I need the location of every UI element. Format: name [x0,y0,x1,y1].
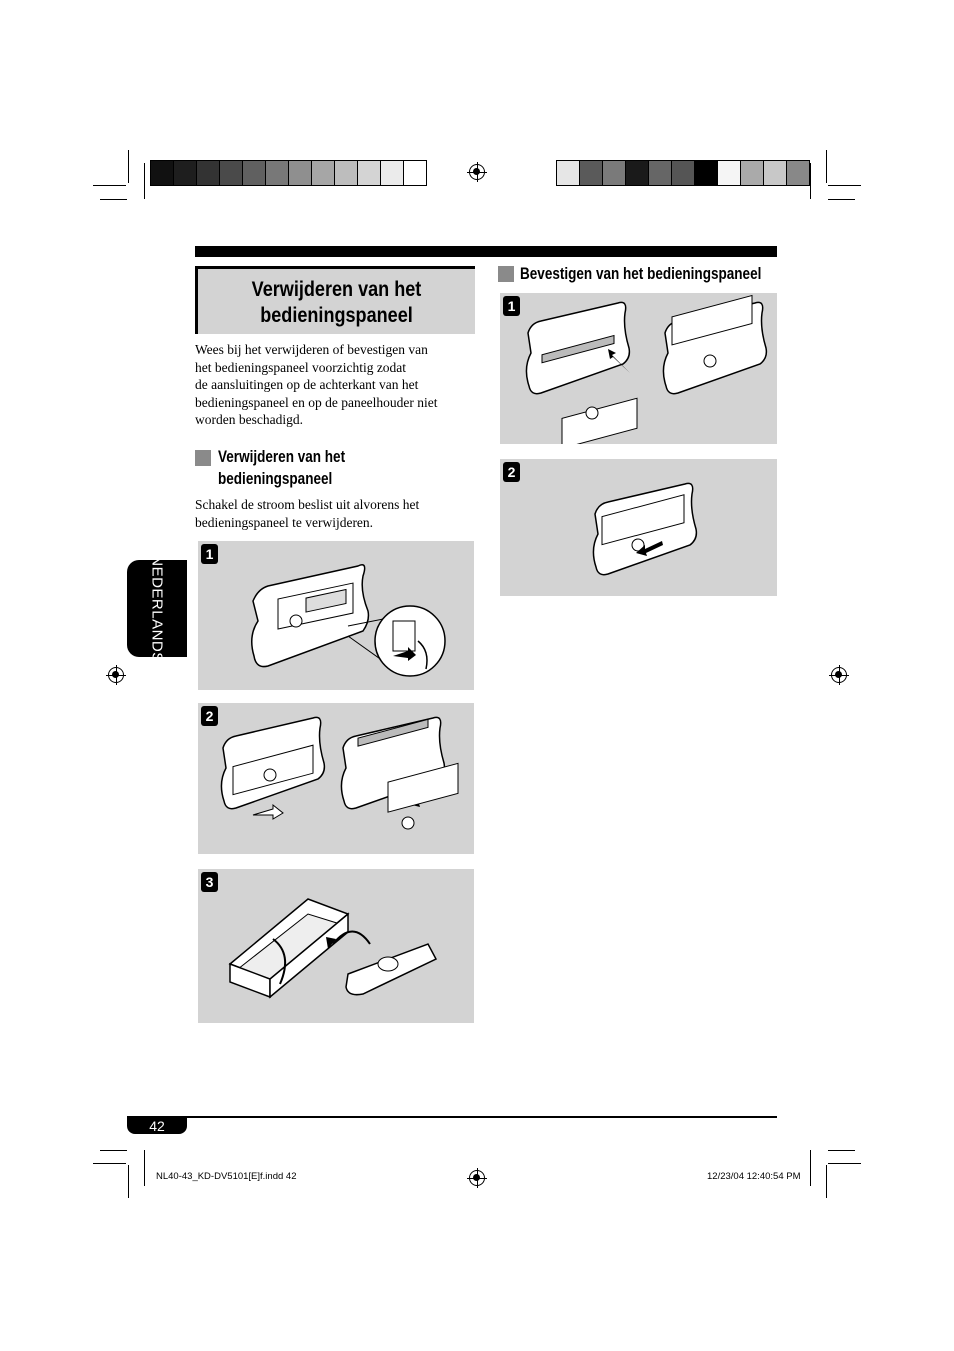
section-square-icon [498,266,514,282]
store-in-case-illustration [198,869,474,1023]
detach-release-illustration [198,541,474,690]
registration-mark-icon [469,164,485,180]
color-bar-left [150,160,427,186]
section-heading-remove: Verwijderen van het bedieningspaneel [218,448,346,488]
page-number: 42 [127,1118,187,1134]
registration-mark-icon [469,1170,485,1186]
print-timestamp: 12/23/04 12:40:54 PM [707,1171,801,1182]
intro-text: Wees bij het verwijderen of bevestigen van het bedieningspaneel voorzichtig zodat de aansluitingen op de achterkant van het bedieningspaneel en op de paneelhouder niet worden beschadigd. [195,342,438,427]
attach-press-illustration [500,459,777,596]
registration-mark-icon [831,667,847,683]
step-number: 2 [201,706,218,726]
file-slug: NL40-43_KD-DV5101[E]f.indd 42 [156,1171,297,1182]
remove-instruction: Schakel de stroom beslist uit alvorens het bedieningspaneel te verwijderen. [195,497,420,530]
remove-step-2-panel [198,703,474,854]
attach-insert-illustration [500,293,777,444]
remove-step-3-panel [198,869,474,1023]
step-number: 1 [503,296,520,316]
header-rule [195,246,777,257]
step-number: 3 [201,872,218,892]
step-number: 2 [503,462,520,482]
page-title-box [195,266,475,334]
language-tab: NEDERLANDS [127,560,187,657]
section-heading-attach: Bevestigen van het bedieningspaneel [520,265,762,283]
step-number: 1 [201,544,218,564]
page-title: Verwijderen van het bedieningspaneel [251,278,422,327]
section-square-icon [195,450,211,466]
attach-step-1-panel [500,293,777,444]
footer-rule [127,1116,777,1118]
remove-step-1-panel [198,541,474,690]
color-bar-right [556,160,810,186]
detach-pull-illustration [198,703,474,854]
registration-mark-icon [108,667,124,683]
attach-step-2-panel [500,459,777,596]
